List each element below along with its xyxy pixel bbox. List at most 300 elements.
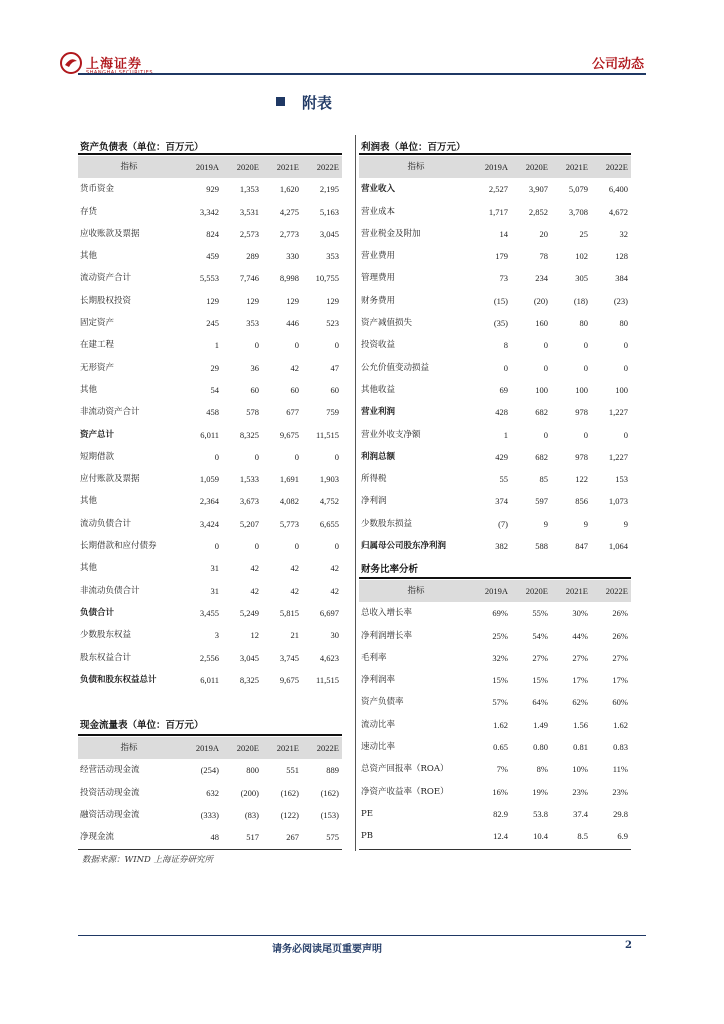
- cell-value: 8,325: [239, 429, 259, 440]
- cell-value: 160: [535, 318, 548, 329]
- cell-value: 7,746: [239, 273, 259, 284]
- cell-value: 0: [623, 362, 628, 373]
- cell-value: 1,691: [279, 474, 299, 485]
- cell-value: 0: [214, 451, 219, 462]
- cell-value: 14: [499, 228, 508, 239]
- column-header: 2021E: [551, 156, 591, 178]
- column-header: 指标: [359, 156, 471, 178]
- table-row: [78, 669, 342, 691]
- cell-value: 62%: [572, 697, 588, 708]
- table-header-row: [78, 737, 342, 759]
- table-row: [359, 490, 631, 512]
- section-title: 附表: [302, 94, 333, 112]
- cell-value: 69: [499, 384, 508, 395]
- cell-value: 2,527: [488, 184, 508, 195]
- cell-value: (15): [493, 295, 508, 306]
- cell-value: 1: [214, 340, 219, 351]
- cell-value: 0: [583, 429, 588, 440]
- cell-value: 11,515: [315, 674, 339, 685]
- cell-value: 2,773: [279, 228, 299, 239]
- cell-value: 23%: [612, 786, 628, 797]
- cell-value: 25%: [492, 630, 508, 641]
- cell-value: 64%: [532, 697, 548, 708]
- cell-value: 0: [543, 340, 548, 351]
- table-row: [359, 267, 631, 289]
- cell-value: 3,745: [279, 652, 299, 663]
- cell-value: 57%: [492, 697, 508, 708]
- cell-value: 5,815: [279, 607, 299, 618]
- cell-value: 5,163: [319, 206, 339, 217]
- cell-value: 27%: [532, 652, 548, 663]
- cell-value: 353: [246, 318, 259, 329]
- row-label: 归属母公司股东净利润: [361, 541, 447, 552]
- cell-value: (7): [498, 518, 508, 529]
- cell-value: 3,673: [239, 496, 259, 507]
- balance-sheet-top-rule: [78, 153, 342, 155]
- cash-flow-table: [78, 737, 342, 848]
- table-row: [359, 290, 631, 312]
- cell-value: 1,533: [239, 474, 259, 485]
- table-row: [78, 647, 342, 669]
- cell-value: 55: [499, 474, 508, 485]
- table-row: [359, 178, 631, 200]
- cell-value: 3,455: [199, 607, 219, 618]
- cell-value: 31: [210, 585, 219, 596]
- table-row: [359, 401, 631, 423]
- column-divider: [355, 135, 356, 851]
- row-label: 流动资产合计: [80, 273, 132, 284]
- cell-value: 677: [286, 407, 299, 418]
- cell-value: 8,998: [279, 273, 299, 284]
- cell-value: 53.8: [533, 808, 548, 819]
- cell-value: 12.4: [493, 831, 508, 842]
- cell-value: 26%: [612, 608, 628, 619]
- cell-value: 60%: [612, 697, 628, 708]
- cell-value: 978: [575, 407, 588, 418]
- income-statement-table: [359, 156, 631, 557]
- table-row: [359, 468, 631, 490]
- cell-value: 289: [246, 251, 259, 262]
- table-row: [78, 624, 342, 646]
- cell-value: 73: [499, 273, 508, 284]
- cell-value: 153: [615, 474, 628, 485]
- row-label: 毛利率: [361, 652, 387, 663]
- row-label: PB: [361, 831, 373, 842]
- row-label: 非流动负债合计: [80, 585, 140, 596]
- cell-value: 0.83: [613, 742, 628, 753]
- cell-value: 3,045: [239, 652, 259, 663]
- cell-value: 1.62: [493, 719, 508, 730]
- table-row: [359, 825, 631, 847]
- table-row: [359, 602, 631, 624]
- table-row: [78, 379, 342, 401]
- cell-value: 60: [330, 384, 339, 395]
- cell-value: 429: [495, 451, 508, 462]
- row-label: 短期借款: [80, 451, 115, 462]
- cell-value: 6.9: [617, 831, 628, 842]
- cell-value: (18): [573, 295, 588, 306]
- column-header: 2020E: [511, 156, 551, 178]
- table-row: [78, 557, 342, 579]
- logo-text: 上海证券: [86, 57, 143, 72]
- cell-value: 1,620: [279, 184, 299, 195]
- cell-value: 55%: [532, 608, 548, 619]
- cell-value: 0: [254, 340, 259, 351]
- row-label: 固定资产: [80, 318, 115, 329]
- cell-value: 3,907: [528, 184, 548, 195]
- table-row: [359, 758, 631, 780]
- cell-value: 9: [583, 518, 588, 529]
- cell-value: 2,852: [528, 206, 548, 217]
- cell-value: 551: [286, 765, 299, 776]
- table-row: [359, 513, 631, 535]
- table-row: [359, 803, 631, 825]
- cell-value: (122): [280, 809, 299, 820]
- table-row: [78, 424, 342, 446]
- cell-value: 1.56: [573, 719, 588, 730]
- table-row: [359, 647, 631, 669]
- table-row: [78, 245, 342, 267]
- cell-value: 3,045: [319, 228, 339, 239]
- cell-value: (333): [200, 809, 219, 820]
- cell-value: 1,227: [608, 451, 628, 462]
- row-label: 营业利润: [361, 407, 396, 418]
- column-header: 2022E: [302, 156, 342, 178]
- cell-value: 458: [206, 407, 219, 418]
- cell-value: 80: [579, 318, 588, 329]
- cell-value: 9,675: [279, 429, 299, 440]
- table-row: [78, 759, 342, 781]
- cell-value: 42: [290, 563, 299, 574]
- table-row: [78, 357, 342, 379]
- cell-value: 6,400: [608, 184, 628, 195]
- row-label: 财务费用: [361, 295, 396, 306]
- cell-value: 1,353: [239, 184, 259, 195]
- cell-value: 20: [539, 228, 548, 239]
- cell-value: 100: [575, 384, 588, 395]
- cell-value: 5,207: [239, 518, 259, 529]
- cell-value: 588: [535, 541, 548, 552]
- row-label: 营业成本: [361, 206, 396, 217]
- table-row: [78, 826, 342, 848]
- row-label: 营业费用: [361, 251, 396, 262]
- column-header: 2020E: [222, 737, 262, 759]
- table-row: [359, 535, 631, 557]
- row-label: 长期股权投资: [80, 295, 132, 306]
- column-header: 2019A: [471, 580, 511, 602]
- table-row: [359, 781, 631, 803]
- document-type-label: 公司动态: [591, 57, 644, 72]
- table-row: [78, 602, 342, 624]
- cell-value: 0.65: [493, 742, 508, 753]
- cell-value: (153): [320, 809, 339, 820]
- row-label: 资产负债率: [361, 697, 404, 708]
- cell-value: 330: [286, 251, 299, 262]
- cell-value: 102: [575, 251, 588, 262]
- row-label: 资产总计: [80, 429, 115, 440]
- cell-value: 5,553: [199, 273, 219, 284]
- table-row: [359, 223, 631, 245]
- row-label: 所得税: [361, 474, 387, 485]
- table-row: [78, 513, 342, 535]
- table-row: [78, 401, 342, 423]
- cell-value: 85: [539, 474, 548, 485]
- cell-value: 100: [535, 384, 548, 395]
- table-row: [359, 669, 631, 691]
- cell-value: 25: [579, 228, 588, 239]
- cash-flow-bottom-rule: [78, 849, 342, 850]
- cell-value: 459: [206, 251, 219, 262]
- cell-value: 6,011: [200, 674, 219, 685]
- column-header: 2022E: [591, 580, 631, 602]
- cell-value: 0: [623, 340, 628, 351]
- cell-value: 42: [330, 585, 339, 596]
- row-label: 其他: [80, 496, 98, 507]
- cell-value: 978: [575, 451, 588, 462]
- cell-value: 0: [543, 429, 548, 440]
- cell-value: 32%: [492, 652, 508, 663]
- cell-value: 32: [619, 228, 628, 239]
- table-row: [78, 490, 342, 512]
- row-label: 流动比率: [361, 719, 396, 730]
- cell-value: 42: [250, 563, 259, 574]
- cell-value: 42: [250, 585, 259, 596]
- table-header-row: [359, 156, 631, 178]
- cell-value: 7%: [496, 764, 508, 775]
- cell-value: 234: [535, 273, 548, 284]
- cell-value: 17%: [612, 675, 628, 686]
- cell-value: 759: [326, 407, 339, 418]
- cell-value: 19%: [532, 786, 548, 797]
- cell-value: 2,573: [239, 228, 259, 239]
- header-divider: [78, 73, 646, 75]
- ratio-analysis-title: 财务比率分析: [361, 564, 419, 575]
- table-row: [78, 580, 342, 602]
- table-row: [78, 468, 342, 490]
- cell-value: 11%: [612, 764, 628, 775]
- cell-value: 5,249: [239, 607, 259, 618]
- row-label: 管理费用: [361, 273, 396, 284]
- cell-value: 578: [246, 407, 259, 418]
- cell-value: 0: [583, 362, 588, 373]
- cell-value: (83): [244, 809, 259, 820]
- row-label: 其他: [80, 251, 98, 262]
- cell-value: (200): [240, 787, 259, 798]
- table-row: [78, 535, 342, 557]
- cell-value: 632: [206, 787, 219, 798]
- row-label: 净资产收益率（ROE）: [361, 786, 449, 797]
- row-label: 无形资产: [80, 362, 115, 373]
- cell-value: 446: [286, 318, 299, 329]
- cell-value: 23%: [572, 786, 588, 797]
- row-label: 经营活动现金流: [80, 765, 140, 776]
- cell-value: 10.4: [533, 831, 548, 842]
- table-row: [359, 736, 631, 758]
- table-row: [359, 334, 631, 356]
- cell-value: 6,011: [200, 429, 219, 440]
- row-label: 长期借款和应付债券: [80, 541, 157, 552]
- cell-value: (35): [493, 318, 508, 329]
- cell-value: 11,515: [315, 429, 339, 440]
- cell-value: 8%: [536, 764, 548, 775]
- cell-value: 27%: [572, 652, 588, 663]
- row-label: 净现金流: [80, 832, 115, 843]
- cell-value: 0: [214, 541, 219, 552]
- cell-value: 54%: [532, 630, 548, 641]
- table-row: [359, 245, 631, 267]
- cell-value: 48: [210, 832, 219, 843]
- row-label: 应付账款及票据: [80, 474, 140, 485]
- cell-value: 60: [250, 384, 259, 395]
- income-statement-title: 利润表（单位：百万元）: [361, 142, 466, 153]
- cell-value: 12: [250, 630, 259, 641]
- row-label: 其他: [80, 563, 98, 574]
- table-row: [359, 379, 631, 401]
- cell-value: 128: [615, 251, 628, 262]
- ratio-bottom-rule: [359, 849, 631, 850]
- row-label: 股东权益合计: [80, 652, 132, 663]
- row-label: 负债和股东权益总计: [80, 674, 157, 685]
- table-header-row: [78, 156, 342, 178]
- cell-value: 26%: [612, 630, 628, 641]
- cell-value: 267: [286, 832, 299, 843]
- row-label: 投资活动现金流: [80, 787, 140, 798]
- row-label: 投资收益: [361, 340, 396, 351]
- cell-value: 15%: [532, 675, 548, 686]
- column-header: 2022E: [591, 156, 631, 178]
- cell-value: 16%: [492, 786, 508, 797]
- income-statement-top-rule: [359, 153, 631, 155]
- cell-value: 44%: [572, 630, 588, 641]
- cell-value: 129: [326, 295, 339, 306]
- row-label: 净利润率: [361, 675, 396, 686]
- cell-value: 0.80: [533, 742, 548, 753]
- cell-value: 8,325: [239, 674, 259, 685]
- cell-value: 4,672: [608, 206, 628, 217]
- cell-value: 0: [503, 362, 508, 373]
- cell-value: 1,903: [319, 474, 339, 485]
- cell-value: 122: [575, 474, 588, 485]
- cell-value: 30: [330, 630, 339, 641]
- cell-value: 5,773: [279, 518, 299, 529]
- cell-value: 129: [246, 295, 259, 306]
- row-label: 总资产回报率（ROA）: [361, 764, 449, 775]
- column-header: 2020E: [511, 580, 551, 602]
- row-label: 速动比率: [361, 742, 396, 753]
- cell-value: 0: [583, 340, 588, 351]
- row-label: 货币资金: [80, 184, 115, 195]
- logo-emblem-icon: [60, 52, 82, 74]
- row-label: PE: [361, 808, 373, 819]
- cell-value: 100: [615, 384, 628, 395]
- cell-value: 824: [206, 228, 219, 239]
- column-header: 2019A: [178, 156, 222, 178]
- cell-value: 428: [495, 407, 508, 418]
- row-label: 存货: [80, 206, 98, 217]
- table-row: [78, 334, 342, 356]
- cash-flow-title: 现金流量表（单位：百万元）: [80, 720, 204, 731]
- cell-value: 1,073: [608, 496, 628, 507]
- row-label: 非流动资产合计: [80, 407, 140, 418]
- cell-value: 17%: [572, 675, 588, 686]
- column-header: 指标: [78, 156, 178, 178]
- cell-value: 2,195: [319, 184, 339, 195]
- row-label: 利润总额: [361, 451, 396, 462]
- table-row: [359, 446, 631, 468]
- row-label: 资产减值损失: [361, 318, 413, 329]
- column-header: 2021E: [262, 737, 302, 759]
- cell-value: 353: [326, 251, 339, 262]
- cell-value: 27%: [612, 652, 628, 663]
- cell-value: 682: [535, 451, 548, 462]
- row-label: 其他收益: [361, 384, 396, 395]
- row-label: 净利润增长率: [361, 630, 413, 641]
- column-header: 2021E: [262, 156, 302, 178]
- cell-value: 3,342: [199, 206, 219, 217]
- cell-value: 384: [615, 273, 628, 284]
- cell-value: (162): [320, 787, 339, 798]
- cell-value: 1.49: [533, 719, 548, 730]
- table-row: [359, 312, 631, 334]
- cell-value: 4,275: [279, 206, 299, 217]
- column-header: 2021E: [551, 580, 591, 602]
- cell-value: 1,717: [488, 206, 508, 217]
- cell-value: 245: [206, 318, 219, 329]
- cell-value: 3,424: [199, 518, 219, 529]
- cell-value: 305: [575, 273, 588, 284]
- row-label: 应收账款及票据: [80, 228, 140, 239]
- row-label: 营业收入: [361, 184, 396, 195]
- row-label: 公允价值变动损益: [361, 362, 430, 373]
- column-header: 指标: [78, 737, 178, 759]
- cell-value: 0: [254, 541, 259, 552]
- cell-value: 10%: [572, 764, 588, 775]
- cell-value: 69%: [492, 608, 508, 619]
- cell-value: 6,655: [319, 518, 339, 529]
- table-row: [78, 178, 342, 200]
- cell-value: 9,675: [279, 674, 299, 685]
- table-row: [359, 714, 631, 736]
- ratio-analysis-table: [359, 580, 631, 848]
- cell-value: 78: [539, 251, 548, 262]
- cell-value: 800: [246, 765, 259, 776]
- cell-value: 4,623: [319, 652, 339, 663]
- cell-value: 0: [294, 340, 299, 351]
- table-row: [78, 267, 342, 289]
- row-label: 营业税金及附加: [361, 228, 421, 239]
- cell-value: 8.5: [577, 831, 588, 842]
- footer-divider: [78, 935, 646, 936]
- table-row: [359, 424, 631, 446]
- table-row: [78, 290, 342, 312]
- cell-value: 1,059: [199, 474, 219, 485]
- cell-value: (254): [200, 765, 219, 776]
- cell-value: 129: [286, 295, 299, 306]
- row-label: 流动负债合计: [80, 518, 132, 529]
- source-note: 数据来源：WIND 上海证券研究所: [82, 855, 214, 865]
- cell-value: 1.62: [613, 719, 628, 730]
- cell-value: 5,079: [568, 184, 588, 195]
- cell-value: 36: [250, 362, 259, 373]
- table-row: [359, 691, 631, 713]
- cell-value: 682: [535, 407, 548, 418]
- row-label: 负债合计: [80, 607, 115, 618]
- table-row: [78, 312, 342, 334]
- section-bullet-icon: [276, 97, 285, 106]
- cell-value: 517: [246, 832, 259, 843]
- row-label: 营业外收支净额: [361, 429, 421, 440]
- cell-value: (20): [533, 295, 548, 306]
